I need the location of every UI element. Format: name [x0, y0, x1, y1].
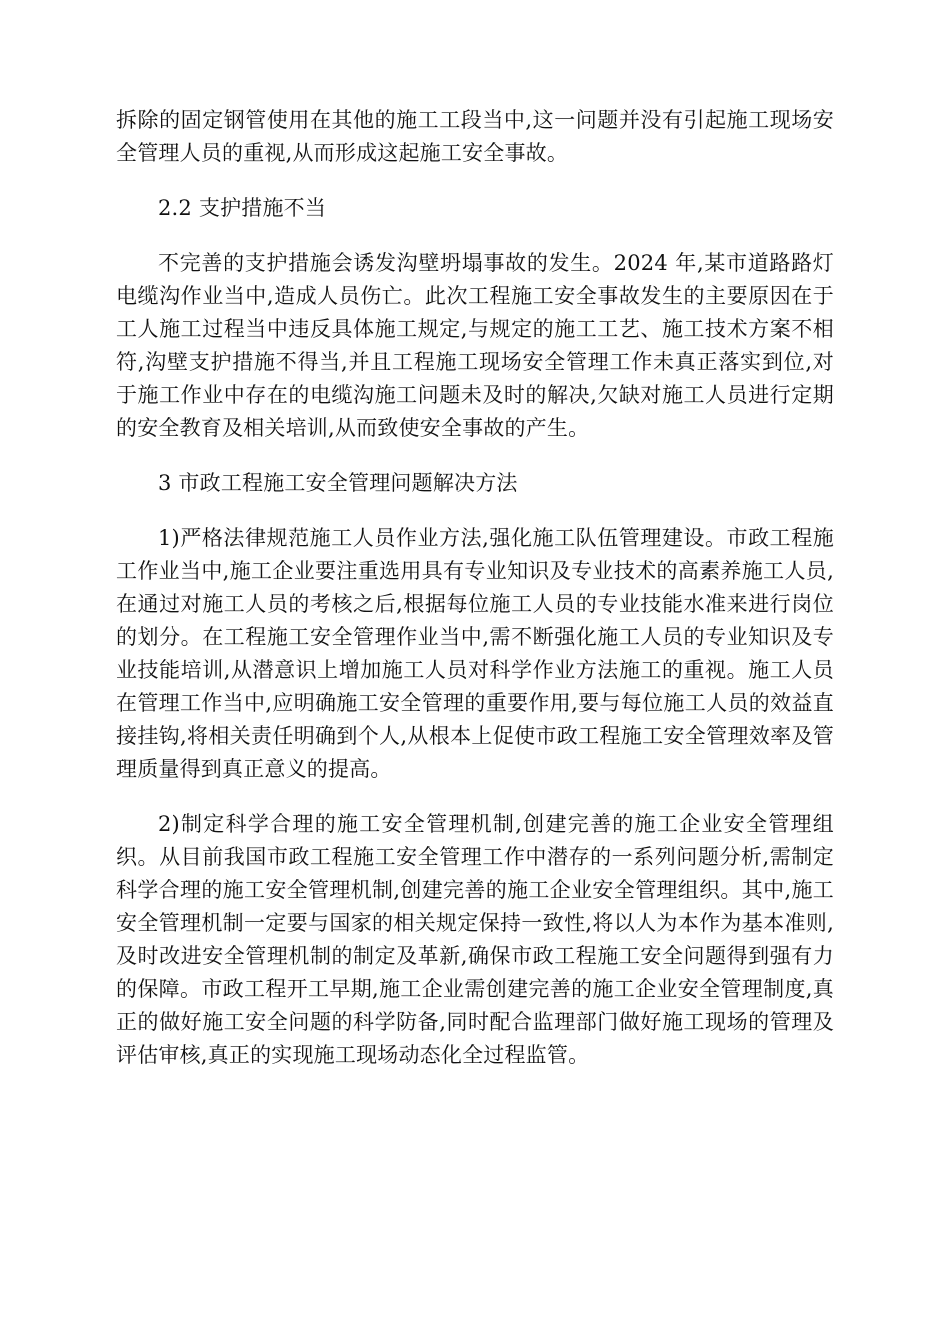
section-2-2-paragraph: 不完善的支护措施会诱发沟壁坍塌事故的发生。2024 年,某市道路路灯电缆沟作业当中,造成人员伤亡。此次工程施工安全事故发生的主要原因在于工人施工过程当中违反具体施工规定,与规定的施工工艺、施工技术方案不相符,沟壁支护措施不得当,并且工程施工现场安全管理工作未真正落实到位,对于施工作业中存在的电缆沟施工问题未及时的解决,欠缺对施工人员进行定期的安全教育及相关培训,从而致使安全事故的产生。 — [116, 251, 834, 440]
continuation-paragraph: 拆除的固定钢管使用在其他的施工工段当中,这一问题并没有引起施工现场安全管理人员的重视,从而形成这起施工安全事故。 — [116, 108, 834, 165]
document-body — [116, 104, 834, 1094]
section-3-item-1: 1)严格法律规范施工人员作业方法,强化施工队伍管理建设。市政工程施工作业当中,施工企业要注重选用具有专业知识及专业技术的高素养施工人员,在通过对施工人员的考核之后,根据每位施工人员的专业技能水准来进行岗位的划分。在工程施工安全管理作业当中,需不断强化施工人员的专业知识及专业技能培训,从潜意识上增加施工人员对科学作业方法施工的重视。施工人员在管理工作当中,应明确施工安全管理的重要作用,要与每位施工人员的效益直接挂钩,将相关责任明确到个人,从根本上促使市政工程施工安全管理效率及管理质量得到真正意义的提高。 — [116, 526, 834, 781]
section-3-item-2: 2)制定科学合理的施工安全管理机制,创建完善的施工企业安全管理组织。从目前我国市政工程施工安全管理工作中潜存的一系列问题分析,需制定科学合理的施工安全管理机制,创建完善的施工企业安全管理组织。其中,施工安全管理机制一定要与国家的相关规定保持一致性,将以人为本作为基本准则,及时改进安全管理机制的制定及革新,确保市政工程施工安全问题得到强有力的保障。市政工程开工早期,施工企业需创建完善的施工企业安全管理制度,真正的做好施工安全问题的科学防备,同时配合监理部门做好施工现场的管理及评估审核,真正的实现施工现场动态化全过程监管。 — [116, 812, 834, 1067]
section-heading-3: 3 市政工程施工安全管理问题解决方法 — [158, 471, 518, 495]
section-heading-2-2: 2.2 支护措施不当 — [158, 196, 327, 220]
